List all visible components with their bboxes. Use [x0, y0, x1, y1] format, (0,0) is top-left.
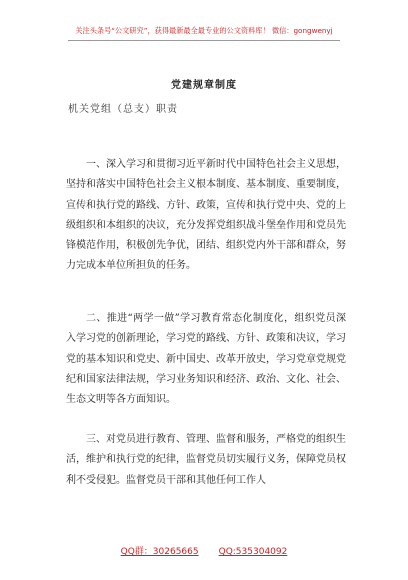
document-title: 党建规章制度 — [171, 80, 237, 91]
paragraph-text: 三、对党员进行教育、管理、监督和服务，严格党的组织生活，维护和执行党的纪律，监督党员切实履行义务，保障党员权利不受侵犯。监督党员干部和其他任何工作人 — [66, 434, 346, 486]
paragraph-text: 一、深入学习和贯彻习近平新时代中国特色社会主义思想，坚持和落实中国特色社会主义根本制度、基本制度、重要制度，宣传和执行党的路线、方针、政策，宣传和执行党中央、党的上级组织和本组织的决议，充分发挥党组织战斗堡垒作用和党员先锋模范作用，积极创先争优，团结、组织党内外干部和群众，努力完成本单位所担负的任务。 — [66, 159, 346, 272]
header-divider — [68, 40, 340, 41]
section-heading: 机关党组（总支）职责 — [68, 104, 178, 115]
paragraph-text: 二、推进“两学一做”学习教育常态化制度化，组织党员深入学习党的创新理论，学习党的路线、方针、政策和决议，学习党的基本知识和党史、新中国史、改革开放史，学习党章党规党纪和国家法律法规，学习业务知识和经济、政治、文化、社会、生态文明等各方面知识。 — [66, 313, 346, 406]
footer-contact — [0, 544, 408, 557]
qq-contact-link[interactable]: QQ:535304092 — [218, 547, 288, 557]
qq-group-link[interactable]: QQ群：30265665 — [120, 547, 199, 557]
paragraph-2 — [66, 309, 346, 410]
header-promo: 关注头条号“公文研究”，获得最新最全最专业的公文资料库！ 微信：gongwenyj — [75, 26, 333, 35]
paragraph-3 — [66, 430, 346, 491]
paragraph-1 — [66, 155, 346, 277]
